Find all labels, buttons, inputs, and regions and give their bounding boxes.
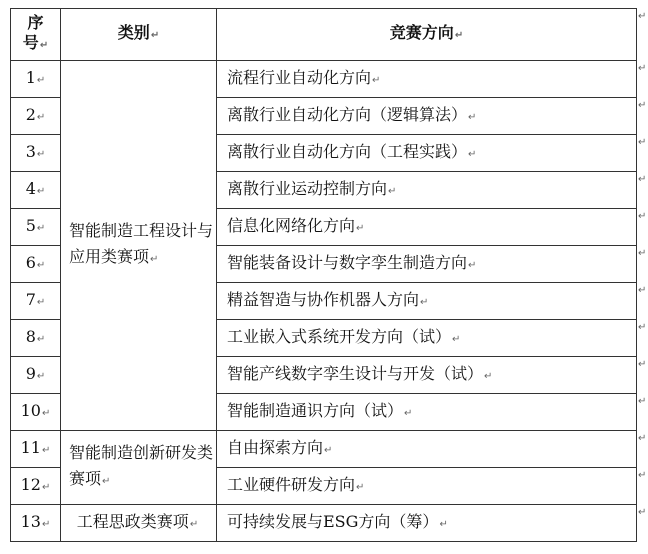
direction-text: 工业嵌入式系统开发方向（试） [227, 326, 452, 346]
row-number [11, 468, 61, 505]
paragraph-mark-icon: ↵ [36, 111, 46, 123]
row-number-text: 7 [25, 289, 36, 309]
row-number-text: 1 [25, 67, 36, 87]
header-row [11, 9, 637, 61]
category-text: 工程思政类赛项 [76, 511, 189, 531]
row-number [11, 431, 61, 468]
header-category [61, 9, 217, 61]
category-cell [61, 431, 217, 505]
direction-text: 离散行业运动控制方向 [227, 178, 388, 198]
direction-text: 离散行业自动化方向（工程实践） [227, 141, 468, 161]
row-end-mark-icon: ↵ [638, 99, 647, 111]
direction-text: 智能制造通识方向（试） [227, 400, 404, 420]
category-text: 智能制造工程设计与应用类赛项 [69, 221, 214, 266]
row-number [11, 320, 61, 357]
row-number-text: 5 [25, 215, 36, 235]
paragraph-mark-icon: ↵ [36, 296, 46, 308]
header-direction [217, 9, 637, 61]
paragraph-mark-icon: ↵ [468, 148, 477, 160]
row-number-text: 3 [25, 141, 36, 161]
category-text: 智能制造创新研发类赛项 [69, 443, 214, 488]
paragraph-mark-icon: ↵ [388, 185, 397, 197]
paragraph-mark-icon: ↵ [36, 74, 46, 86]
direction-cell [217, 61, 637, 98]
paragraph-mark-icon: ↵ [420, 296, 429, 308]
direction-text: 智能产线数字孪生设计与开发（试） [227, 363, 484, 383]
direction-cell [217, 98, 637, 135]
table-row [11, 61, 637, 98]
direction-cell [217, 135, 637, 172]
paragraph-mark-icon: ↵ [41, 444, 51, 456]
row-end-mark-icon: ↵ [638, 10, 647, 22]
row-end-mark-icon: ↵ [638, 469, 647, 481]
direction-cell [217, 505, 637, 542]
paragraph-mark-icon: ↵ [356, 222, 365, 234]
row-number [11, 505, 61, 542]
paragraph-mark-icon: ↵ [150, 30, 160, 41]
paragraph-mark-icon: ↵ [454, 30, 464, 41]
direction-text: 流程行业自动化方向 [227, 67, 372, 87]
paragraph-mark-icon: ↵ [41, 518, 51, 530]
category-cell [61, 505, 217, 542]
row-number-text: 13 [20, 511, 41, 531]
row-end-mark-icon: ↵ [638, 62, 647, 74]
direction-cell [217, 172, 637, 209]
paragraph-mark-icon: ↵ [439, 518, 448, 530]
row-end-mark-icon: ↵ [638, 210, 647, 222]
direction-cell [217, 394, 637, 431]
header-direction-label: 竞赛方向 [389, 23, 454, 42]
paragraph-mark-icon: ↵ [36, 370, 46, 382]
paragraph-mark-icon: ↵ [356, 481, 365, 493]
row-number-text: 2 [25, 104, 36, 124]
row-number [11, 357, 61, 394]
direction-text: 精益智造与协作机器人方向 [227, 289, 420, 309]
row-end-mark-icon: ↵ [638, 358, 647, 370]
row-number [11, 98, 61, 135]
header-category-label: 类别 [117, 23, 150, 42]
row-end-mark-icon: ↵ [638, 395, 647, 407]
direction-cell [217, 357, 637, 394]
paragraph-mark-icon: ↵ [36, 222, 46, 234]
row-number [11, 283, 61, 320]
paragraph-mark-icon: ↵ [36, 333, 46, 345]
paragraph-mark-icon: ↵ [150, 254, 159, 265]
paragraph-mark-icon: ↵ [102, 476, 111, 487]
direction-cell [217, 283, 637, 320]
paragraph-mark-icon: ↵ [468, 259, 477, 271]
header-seq [11, 9, 61, 61]
paragraph-mark-icon: ↵ [484, 370, 493, 382]
header-seq-line1: 序 [27, 13, 44, 32]
row-end-mark-icon: ↵ [638, 247, 647, 259]
row-end-mark-icon: ↵ [638, 136, 647, 148]
row-number-text: 9 [25, 363, 36, 383]
row-number-text: 12 [20, 474, 41, 494]
direction-cell [217, 431, 637, 468]
paragraph-mark-icon: ↵ [372, 74, 381, 86]
paragraph-mark-icon: ↵ [36, 185, 46, 197]
direction-text: 自由探索方向 [227, 437, 324, 457]
direction-cell [217, 468, 637, 505]
paragraph-mark-icon: ↵ [39, 40, 49, 51]
paragraph-mark-icon: ↵ [36, 148, 46, 160]
paragraph-mark-icon: ↵ [41, 481, 51, 493]
row-end-mark-icon: ↵ [638, 432, 647, 444]
row-end-mark-icon: ↵ [638, 321, 647, 333]
row-number [11, 61, 61, 98]
row-end-mark-icon: ↵ [638, 506, 647, 518]
table-row [11, 505, 637, 542]
direction-cell [217, 209, 637, 246]
row-number [11, 209, 61, 246]
competition-table [10, 8, 637, 542]
row-end-mark-icon: ↵ [638, 284, 647, 296]
row-number-text: 8 [25, 326, 36, 346]
direction-text: 智能装备设计与数字孪生制造方向 [227, 252, 468, 272]
row-number [11, 394, 61, 431]
paragraph-mark-icon: ↵ [452, 333, 461, 345]
row-number-text: 10 [20, 400, 41, 420]
direction-text: 离散行业自动化方向（逻辑算法） [227, 104, 468, 124]
direction-text: 信息化网络化方向 [227, 215, 356, 235]
category-cell [61, 61, 217, 431]
direction-cell [217, 320, 637, 357]
paragraph-mark-icon: ↵ [41, 407, 51, 419]
row-end-mark-icon: ↵ [638, 173, 647, 185]
paragraph-mark-icon: ↵ [468, 111, 477, 123]
row-number [11, 172, 61, 209]
direction-text: 工业硬件研发方向 [227, 474, 356, 494]
row-number [11, 135, 61, 172]
table-row [11, 431, 637, 468]
paragraph-mark-icon: ↵ [324, 444, 333, 456]
row-number [11, 246, 61, 283]
paragraph-mark-icon: ↵ [36, 259, 46, 271]
row-number-text: 6 [25, 252, 36, 272]
direction-text: 可持续发展与ESG方向（筹） [227, 511, 439, 531]
paragraph-mark-icon: ↵ [189, 518, 199, 530]
header-seq-line2: 号 [22, 33, 39, 52]
row-number-text: 11 [20, 437, 41, 457]
direction-cell [217, 246, 637, 283]
paragraph-mark-icon: ↵ [404, 407, 413, 419]
row-number-text: 4 [25, 178, 36, 198]
